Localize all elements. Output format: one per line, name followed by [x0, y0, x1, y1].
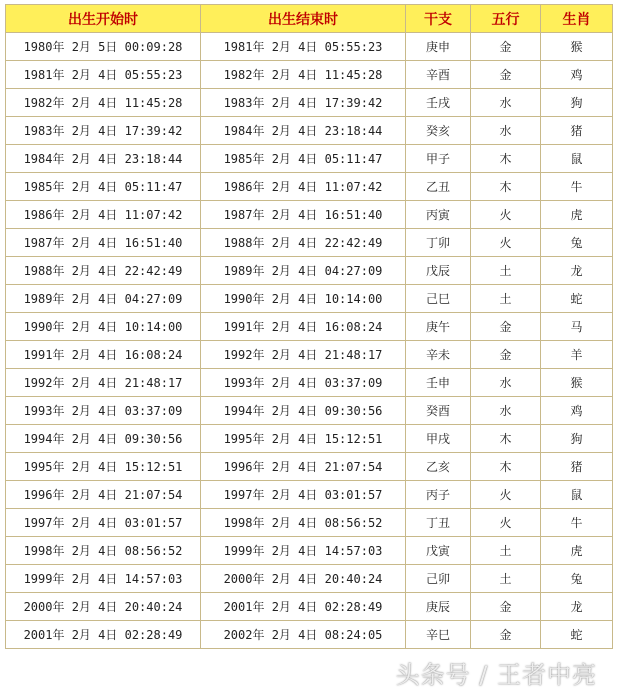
- cell-zodiac: 龙: [541, 593, 613, 621]
- zodiac-year-table: [5, 4, 613, 649]
- cell-ganzhi: 己巳: [406, 285, 471, 313]
- table-row: [6, 61, 613, 89]
- cell-start-time: 1982年 2月 4日 11:45:28: [6, 89, 201, 117]
- header-row: [6, 5, 613, 33]
- cell-start-time: 1992年 2月 4日 21:48:17: [6, 369, 201, 397]
- cell-ganzhi: 丁丑: [406, 509, 471, 537]
- table-row: [6, 425, 613, 453]
- cell-ganzhi: 庚辰: [406, 593, 471, 621]
- cell-zodiac: 狗: [541, 89, 613, 117]
- cell-ganzhi: 辛酉: [406, 61, 471, 89]
- cell-end-time: 1991年 2月 4日 16:08:24: [201, 313, 406, 341]
- cell-ganzhi: 己卯: [406, 565, 471, 593]
- cell-end-time: 1996年 2月 4日 21:07:54: [201, 453, 406, 481]
- table-row: [6, 509, 613, 537]
- header-start-time: 出生开始时: [6, 5, 201, 33]
- cell-start-time: 2001年 2月 4日 02:28:49: [6, 621, 201, 649]
- cell-zodiac: 猴: [541, 369, 613, 397]
- cell-wuxing: 火: [471, 509, 541, 537]
- cell-start-time: 1998年 2月 4日 08:56:52: [6, 537, 201, 565]
- cell-start-time: 1987年 2月 4日 16:51:40: [6, 229, 201, 257]
- cell-end-time: 1986年 2月 4日 11:07:42: [201, 173, 406, 201]
- cell-wuxing: 金: [471, 33, 541, 61]
- cell-wuxing: 火: [471, 201, 541, 229]
- table-row: [6, 369, 613, 397]
- cell-wuxing: 土: [471, 565, 541, 593]
- table-row: [6, 257, 613, 285]
- cell-end-time: 1997年 2月 4日 03:01:57: [201, 481, 406, 509]
- cell-zodiac: 蛇: [541, 621, 613, 649]
- cell-zodiac: 鸡: [541, 397, 613, 425]
- cell-ganzhi: 乙丑: [406, 173, 471, 201]
- cell-ganzhi: 辛未: [406, 341, 471, 369]
- cell-wuxing: 金: [471, 61, 541, 89]
- cell-end-time: 1998年 2月 4日 08:56:52: [201, 509, 406, 537]
- cell-wuxing: 木: [471, 145, 541, 173]
- cell-ganzhi: 癸酉: [406, 397, 471, 425]
- cell-ganzhi: 丁卯: [406, 229, 471, 257]
- header-end-time: 出生结束时: [201, 5, 406, 33]
- cell-wuxing: 木: [471, 453, 541, 481]
- cell-wuxing: 水: [471, 369, 541, 397]
- cell-wuxing: 金: [471, 341, 541, 369]
- cell-ganzhi: 戊辰: [406, 257, 471, 285]
- cell-ganzhi: 甲子: [406, 145, 471, 173]
- cell-start-time: 1997年 2月 4日 03:01:57: [6, 509, 201, 537]
- cell-end-time: 1982年 2月 4日 11:45:28: [201, 61, 406, 89]
- cell-zodiac: 龙: [541, 257, 613, 285]
- table-row: [6, 341, 613, 369]
- cell-zodiac: 蛇: [541, 285, 613, 313]
- cell-start-time: 1981年 2月 4日 05:55:23: [6, 61, 201, 89]
- table-row: [6, 565, 613, 593]
- cell-end-time: 1999年 2月 4日 14:57:03: [201, 537, 406, 565]
- cell-start-time: 1980年 2月 5日 00:09:28: [6, 33, 201, 61]
- cell-zodiac: 马: [541, 313, 613, 341]
- table-row: [6, 621, 613, 649]
- cell-start-time: 1990年 2月 4日 10:14:00: [6, 313, 201, 341]
- cell-zodiac: 鼠: [541, 481, 613, 509]
- cell-ganzhi: 壬申: [406, 369, 471, 397]
- cell-wuxing: 土: [471, 537, 541, 565]
- cell-end-time: 2002年 2月 4日 08:24:05: [201, 621, 406, 649]
- cell-start-time: 1991年 2月 4日 16:08:24: [6, 341, 201, 369]
- cell-start-time: 1985年 2月 4日 05:11:47: [6, 173, 201, 201]
- cell-ganzhi: 丙子: [406, 481, 471, 509]
- header-zodiac: 生肖: [541, 5, 613, 33]
- cell-start-time: 1993年 2月 4日 03:37:09: [6, 397, 201, 425]
- cell-wuxing: 木: [471, 173, 541, 201]
- table-row: [6, 229, 613, 257]
- cell-start-time: 1996年 2月 4日 21:07:54: [6, 481, 201, 509]
- cell-ganzhi: 壬戌: [406, 89, 471, 117]
- cell-end-time: 2000年 2月 4日 20:40:24: [201, 565, 406, 593]
- cell-wuxing: 土: [471, 257, 541, 285]
- cell-zodiac: 猪: [541, 117, 613, 145]
- cell-zodiac: 猴: [541, 33, 613, 61]
- table-row: [6, 201, 613, 229]
- cell-end-time: 1984年 2月 4日 23:18:44: [201, 117, 406, 145]
- cell-zodiac: 鼠: [541, 145, 613, 173]
- cell-start-time: 1995年 2月 4日 15:12:51: [6, 453, 201, 481]
- cell-zodiac: 虎: [541, 537, 613, 565]
- table-row: [6, 313, 613, 341]
- cell-start-time: 1988年 2月 4日 22:42:49: [6, 257, 201, 285]
- header-wuxing: 五行: [471, 5, 541, 33]
- cell-wuxing: 金: [471, 313, 541, 341]
- cell-end-time: 1988年 2月 4日 22:42:49: [201, 229, 406, 257]
- cell-zodiac: 牛: [541, 509, 613, 537]
- cell-zodiac: 鸡: [541, 61, 613, 89]
- cell-ganzhi: 戊寅: [406, 537, 471, 565]
- cell-zodiac: 狗: [541, 425, 613, 453]
- cell-end-time: 1995年 2月 4日 15:12:51: [201, 425, 406, 453]
- cell-end-time: 1992年 2月 4日 21:48:17: [201, 341, 406, 369]
- cell-start-time: 1983年 2月 4日 17:39:42: [6, 117, 201, 145]
- cell-end-time: 1989年 2月 4日 04:27:09: [201, 257, 406, 285]
- table-row: [6, 397, 613, 425]
- cell-ganzhi: 庚午: [406, 313, 471, 341]
- table-row: [6, 33, 613, 61]
- header-ganzhi: 干支: [406, 5, 471, 33]
- cell-zodiac: 羊: [541, 341, 613, 369]
- cell-zodiac: 猪: [541, 453, 613, 481]
- cell-end-time: 1993年 2月 4日 03:37:09: [201, 369, 406, 397]
- cell-end-time: 1987年 2月 4日 16:51:40: [201, 201, 406, 229]
- cell-ganzhi: 甲戌: [406, 425, 471, 453]
- cell-end-time: 1983年 2月 4日 17:39:42: [201, 89, 406, 117]
- table-row: [6, 537, 613, 565]
- cell-end-time: 1994年 2月 4日 09:30:56: [201, 397, 406, 425]
- table-row: [6, 285, 613, 313]
- cell-wuxing: 土: [471, 285, 541, 313]
- watermark: 头条号 / 王者中亮: [395, 661, 597, 689]
- cell-start-time: 1989年 2月 4日 04:27:09: [6, 285, 201, 313]
- table-row: [6, 453, 613, 481]
- cell-end-time: 1990年 2月 4日 10:14:00: [201, 285, 406, 313]
- cell-ganzhi: 辛巳: [406, 621, 471, 649]
- cell-ganzhi: 丙寅: [406, 201, 471, 229]
- cell-start-time: 2000年 2月 4日 20:40:24: [6, 593, 201, 621]
- cell-wuxing: 水: [471, 397, 541, 425]
- cell-wuxing: 火: [471, 481, 541, 509]
- cell-start-time: 1994年 2月 4日 09:30:56: [6, 425, 201, 453]
- cell-zodiac: 牛: [541, 173, 613, 201]
- cell-ganzhi: 癸亥: [406, 117, 471, 145]
- cell-wuxing: 金: [471, 593, 541, 621]
- cell-end-time: 1985年 2月 4日 05:11:47: [201, 145, 406, 173]
- cell-zodiac: 虎: [541, 201, 613, 229]
- cell-wuxing: 水: [471, 117, 541, 145]
- table-row: [6, 145, 613, 173]
- cell-zodiac: 兔: [541, 565, 613, 593]
- cell-end-time: 2001年 2月 4日 02:28:49: [201, 593, 406, 621]
- table-row: [6, 593, 613, 621]
- table-row: [6, 117, 613, 145]
- cell-ganzhi: 乙亥: [406, 453, 471, 481]
- cell-start-time: 1984年 2月 4日 23:18:44: [6, 145, 201, 173]
- table-row: [6, 173, 613, 201]
- cell-wuxing: 金: [471, 621, 541, 649]
- cell-wuxing: 火: [471, 229, 541, 257]
- table-row: [6, 481, 613, 509]
- cell-start-time: 1986年 2月 4日 11:07:42: [6, 201, 201, 229]
- table-row: [6, 89, 613, 117]
- cell-start-time: 1999年 2月 4日 14:57:03: [6, 565, 201, 593]
- cell-end-time: 1981年 2月 4日 05:55:23: [201, 33, 406, 61]
- cell-zodiac: 兔: [541, 229, 613, 257]
- cell-ganzhi: 庚申: [406, 33, 471, 61]
- cell-wuxing: 木: [471, 425, 541, 453]
- cell-wuxing: 水: [471, 89, 541, 117]
